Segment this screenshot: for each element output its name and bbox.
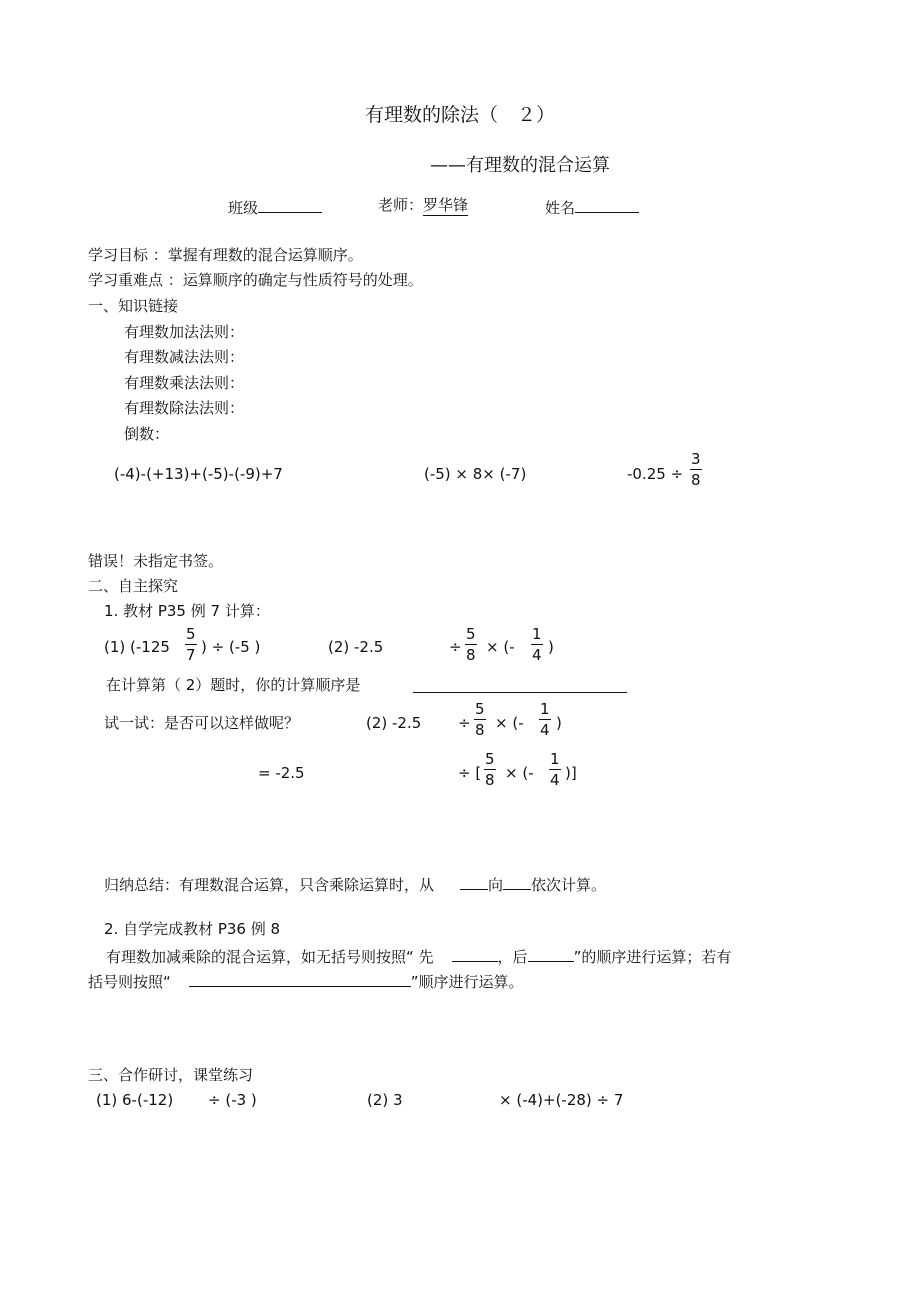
item2-line1	[106, 947, 731, 965]
item2-text-c: ”的顺序进行运算；若有	[573, 948, 732, 966]
equation-lhs: = -2.5	[258, 764, 305, 782]
problem2-prefix: (2) -2.5	[328, 638, 384, 656]
try-divide: ÷	[458, 714, 471, 732]
rule-addition: 有理数加法法则：	[124, 323, 245, 341]
fraction-5-8	[484, 752, 496, 788]
fraction-denominator: 4	[550, 771, 560, 789]
item2-text-d: 括号则按照“	[88, 973, 171, 991]
fraction-denominator: 8	[466, 646, 476, 664]
section2-item2: 2. 自学完成教材 P36 例 8	[104, 920, 281, 938]
summary-text-a: 归纳总结：有理数混合运算，只含乘除运算时，从	[104, 876, 435, 894]
order-answer-blank	[413, 678, 627, 693]
section2-heading: 二、自主探究	[88, 577, 179, 595]
rule-subtraction: 有理数减法法则：	[124, 348, 245, 366]
teacher-name: 罗华锋	[423, 196, 469, 214]
exercise-expr-3: -0.25 ÷	[627, 465, 684, 483]
fraction-denominator: 8	[485, 771, 495, 789]
try-expr: (2) -2.5	[366, 714, 422, 732]
fraction-5-8	[474, 702, 486, 738]
practice-q2: (2) 3	[367, 1091, 403, 1109]
fraction-5-7	[185, 627, 197, 663]
summary-text-c: 依次计算。	[531, 876, 607, 894]
item2-text-a: 有理数加减乘除的混合运算，如无括号则按照“ 先	[106, 948, 434, 966]
rule-multiplication: 有理数乘法法则：	[124, 374, 245, 392]
practice-q2-rest: × (-4)+(-28) ÷ 7	[499, 1091, 624, 1109]
fraction-numerator: 1	[540, 700, 550, 718]
practice-q1: (1) 6-(-12)	[96, 1091, 174, 1109]
fraction-numerator: 3	[691, 450, 701, 468]
page-subtitle: ——有理数的混合运算	[430, 155, 610, 176]
teacher-label: 老师：	[378, 196, 424, 214]
summary-blank-2	[503, 875, 531, 890]
fraction-numerator: 5	[186, 625, 196, 643]
fraction-denominator: 7	[186, 646, 196, 664]
equation-close: )]	[565, 764, 577, 782]
fraction-denominator: 4	[540, 721, 550, 739]
fraction-denominator: 8	[475, 721, 485, 739]
fraction-numerator: 5	[485, 750, 495, 768]
rule-division: 有理数除法法则：	[124, 399, 245, 417]
try-close: )	[556, 714, 562, 732]
fraction-numerator: 5	[466, 625, 476, 643]
problem2-times: × (-	[486, 638, 515, 656]
problem1-prefix: (1) (-125	[104, 638, 170, 656]
exercise-expr-2: (-5) × 8× (-7)	[424, 465, 527, 483]
learning-objective: 学习目标 ：掌握有理数的混合运算顺序。	[88, 246, 363, 264]
name-blank	[575, 198, 639, 213]
class-label: 班级	[228, 199, 259, 217]
item2-blank-1	[452, 947, 498, 962]
summary-line	[104, 875, 606, 893]
item2-text-e: ”顺序进行运算。	[410, 973, 524, 991]
practice-q1-divisor: ÷ (-3 )	[208, 1091, 257, 1109]
problem1-suffix: ) ÷ (-5 )	[201, 638, 261, 656]
section2-item1: 1. 教材 P35 例 7 计算：	[104, 602, 270, 620]
fraction-denominator: 4	[532, 646, 542, 664]
item2-text-b: ，后	[497, 948, 528, 966]
name-field	[545, 198, 639, 216]
try-label: 试一试：是否可以这样做呢？	[104, 714, 300, 732]
teacher-field	[378, 198, 468, 213]
class-blank	[258, 198, 322, 213]
order-question: 在计算第（ 2）题时，你的计算顺序是	[106, 676, 361, 694]
fraction-1-4	[531, 627, 543, 663]
equation-times: × (-	[505, 764, 534, 782]
fraction-1-4	[539, 702, 551, 738]
fraction-numerator: 1	[532, 625, 542, 643]
bookmark-error: 错误！未指定书签。	[88, 552, 224, 570]
section1-heading: 一、知识链接	[88, 297, 179, 315]
class-field	[228, 198, 322, 216]
try-times: × (-	[495, 714, 524, 732]
fraction-numerator: 5	[475, 700, 485, 718]
learning-key-points: 学习重难点 ：运算顺序的确定与性质符号的处理。	[88, 271, 423, 289]
item2-line2	[88, 972, 524, 990]
fraction-denominator: 8	[691, 471, 701, 489]
section3-heading: 三、合作研讨，课堂练习	[88, 1066, 254, 1084]
fraction-3-8	[690, 452, 702, 488]
problem2-close: )	[548, 638, 554, 656]
summary-text-b: 向	[488, 876, 504, 894]
fraction-5-8	[465, 627, 477, 663]
problem2-divide: ÷	[449, 638, 462, 656]
item2-blank-2	[528, 947, 574, 962]
exercise-expr-1: (-4)-(+13)+(-5)-(-9)+7	[114, 465, 283, 483]
fraction-1-4	[549, 752, 561, 788]
rule-reciprocal: 倒数：	[124, 425, 170, 443]
page-title: 有理数的除法（ ２）	[365, 104, 556, 126]
fraction-numerator: 1	[550, 750, 560, 768]
name-label: 姓名	[545, 199, 576, 217]
equation-divide: ÷ [	[458, 764, 482, 782]
item2-blank-3	[189, 972, 411, 987]
summary-blank-1	[460, 875, 488, 890]
